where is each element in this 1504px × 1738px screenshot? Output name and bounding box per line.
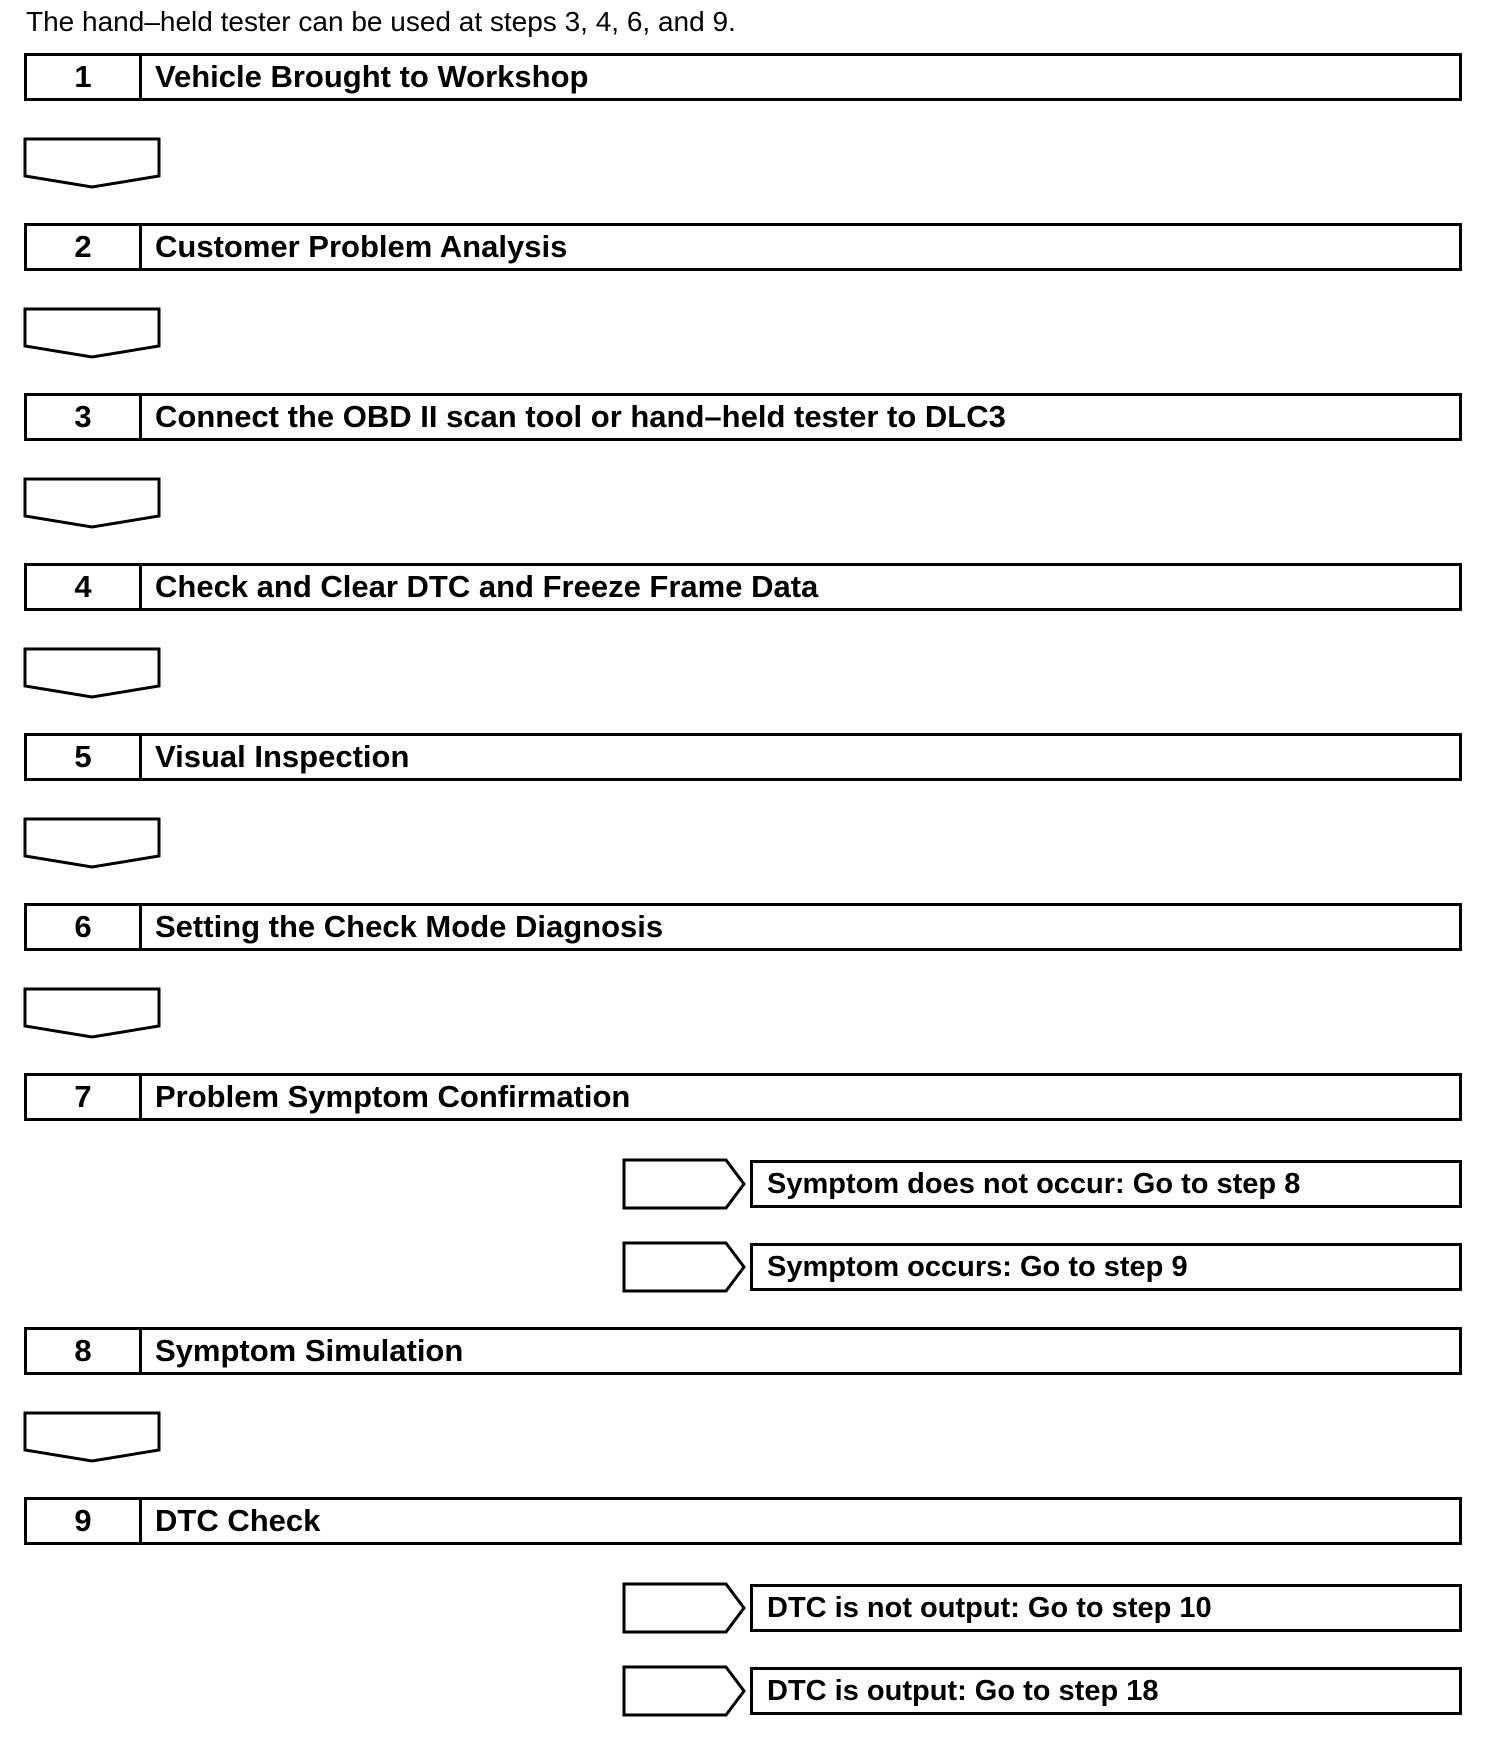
right-arrow-icon <box>622 1241 746 1293</box>
step-title: Check and Clear DTC and Freeze Frame Data <box>155 569 819 604</box>
step-number: 4 <box>27 566 142 608</box>
step-box <box>24 53 1462 101</box>
right-arrow-icon <box>622 1582 746 1634</box>
step-number: 1 <box>27 56 142 98</box>
step-title: Problem Symptom Confirmation <box>155 1079 631 1114</box>
step-title: Visual Inspection <box>155 739 410 774</box>
branch-box: Symptom does not occur: Go to step 8 <box>750 1160 1462 1208</box>
step-number: 6 <box>27 906 142 948</box>
step-number: 5 <box>27 736 142 778</box>
branch-box: DTC is not output: Go to step 10 <box>750 1584 1462 1632</box>
step-box <box>24 1327 1462 1375</box>
right-arrow-icon <box>622 1665 746 1717</box>
branch-box: DTC is output: Go to step 18 <box>750 1667 1462 1715</box>
intro-note: The hand–held tester can be used at steps 3, 4, 6, and 9. <box>26 6 736 37</box>
step-box <box>24 563 1462 611</box>
step-box <box>24 903 1462 951</box>
step-number: 8 <box>27 1330 142 1372</box>
branch-box: Symptom occurs: Go to step 9 <box>750 1243 1462 1291</box>
step-title: Connect the OBD II scan tool or hand–held tester to DLC3 <box>155 399 1006 434</box>
down-arrow-icon <box>23 307 161 359</box>
step-number: 9 <box>27 1500 142 1542</box>
step-title: Vehicle Brought to Workshop <box>155 59 589 94</box>
down-arrow-icon <box>23 987 161 1039</box>
down-arrow-icon <box>23 1411 161 1463</box>
step-number: 7 <box>27 1076 142 1118</box>
step-title: Symptom Simulation <box>155 1333 464 1368</box>
step-box <box>24 1073 1462 1121</box>
down-arrow-icon <box>23 817 161 869</box>
step-box <box>24 1497 1462 1545</box>
down-arrow-icon <box>23 477 161 529</box>
down-arrow-icon <box>23 137 161 189</box>
step-box <box>24 393 1462 441</box>
step-box <box>24 223 1462 271</box>
step-number: 3 <box>27 396 142 438</box>
step-number: 2 <box>27 226 142 268</box>
step-title: Customer Problem Analysis <box>155 229 568 264</box>
right-arrow-icon <box>622 1158 746 1210</box>
step-title: DTC Check <box>155 1503 321 1538</box>
step-title: Setting the Check Mode Diagnosis <box>155 909 664 944</box>
down-arrow-icon <box>23 647 161 699</box>
step-box <box>24 733 1462 781</box>
